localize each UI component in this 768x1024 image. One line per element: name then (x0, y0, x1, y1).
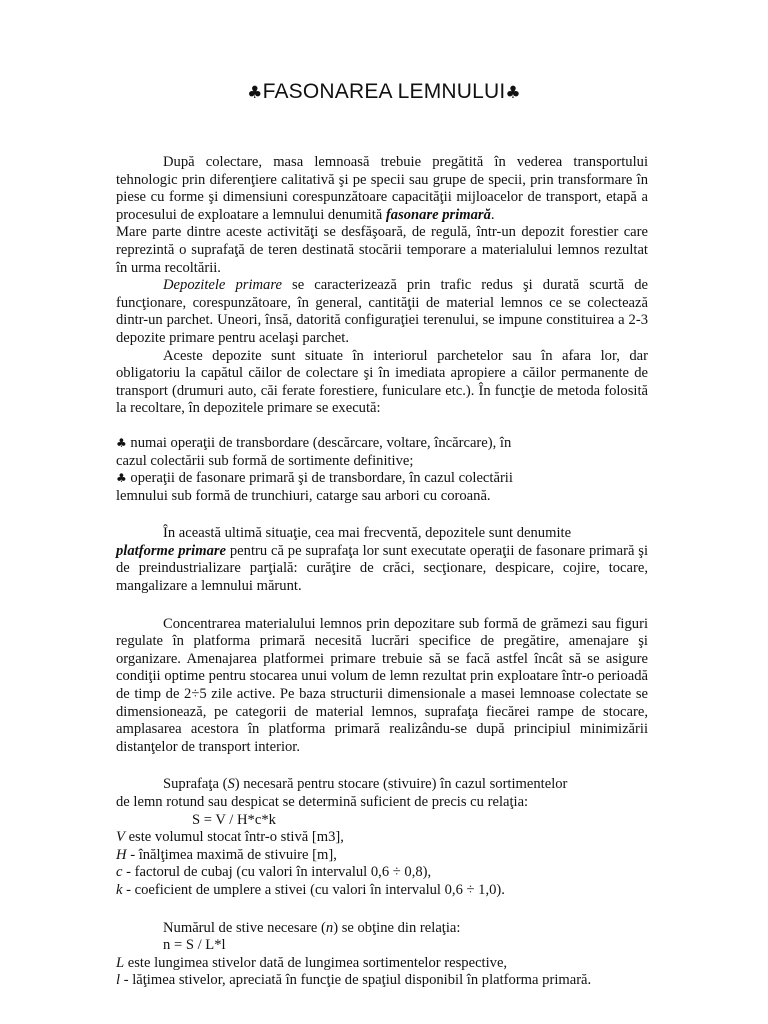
title-text: FASONAREA LEMNULUI (262, 80, 506, 103)
text-run: - înălţimea maximă de stivuire [m], (126, 846, 337, 863)
paragraph-intro (116, 154, 648, 224)
definition-h (116, 847, 648, 865)
text-run: ) se obţine din relaţia: (333, 919, 461, 936)
emphasis-term: platforme primare (116, 542, 227, 559)
variable-symbol: n (325, 919, 334, 936)
formula-surface: S = V / H*c*k (192, 811, 276, 828)
bullet-item-continuation: lemnului sub formă de trunchiuri, catarge sau arbori cu coroană. (116, 487, 491, 504)
text-run: este lungimea stivelor dată de lungimea sortimentelor respective, (124, 954, 508, 971)
bullet-item (116, 470, 648, 488)
text-run: operaţii de fasonare primară şi de transbordare, în cazul colectării (126, 470, 513, 487)
emphasis-term: fasonare primară (385, 206, 491, 223)
variable-symbol: H (116, 846, 127, 863)
text-run: ) necesară pentru stocare (stivuire) în cazul sortimentelor (234, 776, 568, 793)
text-run: - lăţimea stivelor, apreciată în funcţie de spaţiul disponibil în platforma primară. (120, 972, 592, 989)
text-run: Suprafaţa ( (163, 776, 228, 793)
text-run: pentru că pe suprafaţa lor sunt executate operaţii de fasonare primară şi de preindustrializare parţială: curăţire de crăci, secţionare, despicare, cojire, tocare, mangalizare a lemnului mărunt. (116, 542, 648, 595)
variable-symbol: l (116, 972, 121, 989)
definition-l (116, 972, 648, 990)
paragraph-stack-count (116, 920, 648, 938)
document-body (116, 154, 648, 990)
variable-symbol: V (116, 829, 125, 846)
variable-symbol: c (116, 864, 123, 881)
text-run: . (490, 206, 495, 223)
paragraph-platforms (116, 543, 648, 596)
text-run: se caracterizează prin trafic redus şi durată scurtă de funcţionare, corespunzătoare, în general, cantităţii de material lemnos ce se colectează dintr-un parchet. Uneori, însă, datorită configuraţiei terenului, se impune constituirea a 2-3 depozite primare pentru acelaşi parchet. (116, 277, 648, 346)
definition-c (116, 864, 648, 882)
paragraph-location: Aceste depozite sunt situate în interiorul parchetelor sau în afara lor, dar obligatoriu la capătul căilor de colectare şi în imediata apropiere a căilor permanente de transport (drumuri auto, căi ferate forestiere, funiculare etc.). În funcţie de metoda folosită la recoltare, în depozitele primare se execută: (116, 347, 648, 417)
variable-symbol: S (227, 776, 235, 793)
paragraph-surface-line2: de lemn rotund sau despicat se determină suficient de precis cu relaţia: (116, 794, 529, 810)
text-run: Numărul de stive necesare ( (163, 919, 326, 936)
paragraph-primary-depots (116, 277, 648, 347)
bullet-item (116, 435, 648, 453)
paragraph-depot: Mare parte dintre aceste activităţi se desfăşoară, de regulă, într-un depozit forestier care reprezintă o suprafaţă de teren destinată stocării temporare a materialului lemnos rezultat în urma recoltării. (116, 224, 648, 276)
page-title (0, 80, 768, 105)
paragraph-platforms-line: În această ultimă situaţie, cea mai frecventă, depozitele sunt denumite (163, 525, 572, 542)
variable-symbol: L (116, 954, 125, 971)
variable-symbol: k (116, 881, 123, 898)
text-run: - coeficient de umplere a stivei (cu valori în intervalul 0,6 ÷ 1,0). (122, 881, 505, 898)
text-run: - factorul de cubaj (cu valori în intervalul 0,6 ÷ 0,8), (122, 864, 432, 881)
emphasis-term: Depozitele primare (163, 277, 282, 294)
text-run: numai operaţii de transbordare (descărcare, voltare, încărcare), în (126, 434, 512, 451)
club-bullet-icon: ♣ (116, 435, 127, 450)
club-bullet-icon: ♣ (116, 471, 127, 486)
paragraph-surface (116, 776, 648, 794)
text-run: După colectare, masa lemnoasă trebuie pregătită în vederea transportului tehnologic prin diferenţiere calitativă şi pe specii sau grupe de specii, prin transformare în piese cu forme şi dimensiuni corespunzătoare capacităţii mijloacelor de transport, etapă a procesului de exploatare a lemnului denumită (116, 154, 648, 223)
paragraph-concentration: Concentrarea materialului lemnos prin depozitare sub formă de grămezi sau figuri regulate în platforma primară necesită lucrări specifice de pregătire, amenajare şi organizare. Amenajarea platformei primare trebuie să se facă astfel încât să se asigure condiţii optime pentru stocarea unui volum de lemn rezultat prin exploatare într-o perioadă de timp de 2÷5 zile active. Pe baza structurii dimensionale a masei lemnoase colectate se dimensionează, pe categorii de material lemnos, suprafaţa fiecărei rampe de stocare, amplasarea acestora în platforma primară realizându-se după principiul minimizării distanţelor de transport interior. (116, 615, 648, 755)
club-icon: ♣ (505, 83, 521, 103)
definition-k (116, 882, 648, 900)
formula-stack-count: n = S / L*l (163, 937, 226, 954)
bullet-item-continuation: cazul colectării sub formă de sortimente definitive; (116, 452, 414, 469)
definition-L (116, 955, 648, 973)
definition-v (116, 829, 648, 847)
text-run: este volumul stocat într-o stivă [m3], (124, 829, 344, 846)
club-icon: ♣ (247, 83, 263, 103)
